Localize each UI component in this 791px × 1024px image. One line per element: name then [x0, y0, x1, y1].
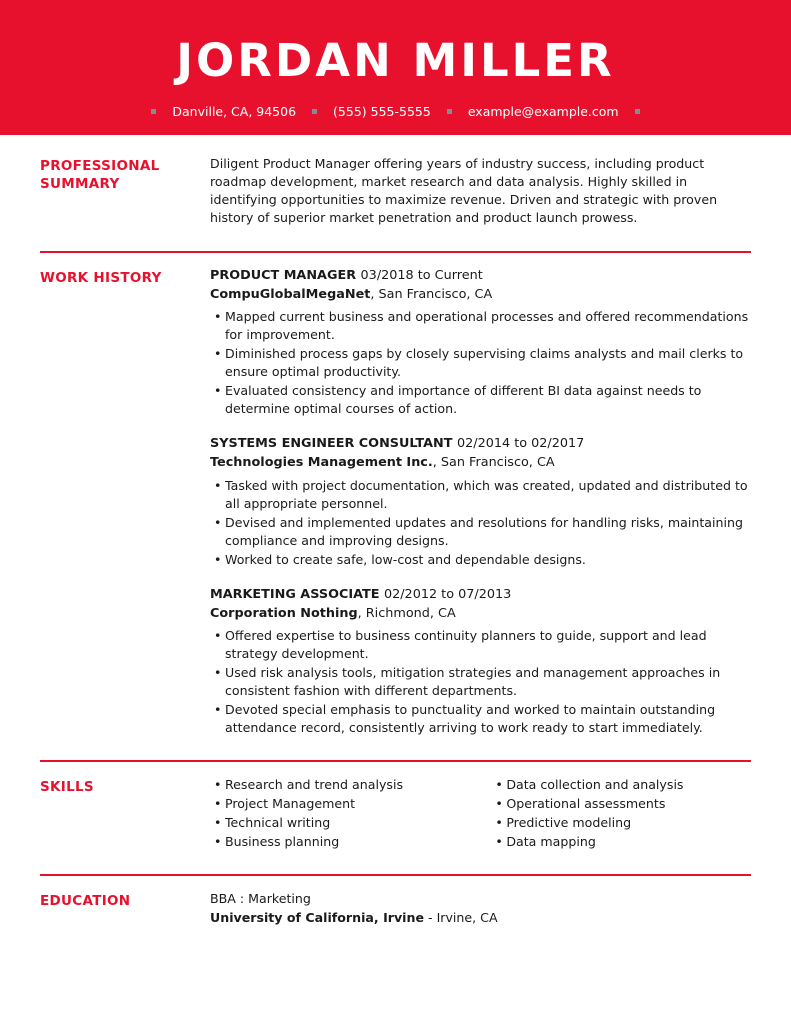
diamond-bullet-icon	[312, 109, 317, 114]
skills-column-right	[491, 776, 751, 852]
education-degree: BBA : Marketing	[210, 891, 311, 907]
job-dates: 02/2012 to 07/2013	[383, 586, 512, 602]
section-title-education: EDUCATION	[40, 893, 131, 910]
job-entry	[210, 267, 751, 419]
education-school: University of California, Irvine	[210, 910, 425, 926]
skill-item: • Business planning	[225, 833, 491, 851]
contact-location: Danville, CA, 94506	[172, 103, 297, 119]
job-dates: 02/2014 to 02/2017	[456, 436, 585, 452]
job-bullet: • Offered expertise to business continuity planners to guide, support and lead strategy development.	[225, 627, 751, 663]
education-school-row	[210, 909, 751, 927]
job-company: CompuGlobalMegaNet	[210, 286, 371, 302]
job-title-row	[210, 267, 751, 285]
section-skills	[40, 762, 751, 874]
job-bullet: • Used risk analysis tools, mitigation strategies and management approaches in consistent fashion with different departments.	[225, 664, 751, 700]
job-title-row	[210, 586, 751, 604]
job-bullet: • Worked to create safe, low-cost and dependable designs.	[225, 551, 751, 569]
job-bullet: • Mapped current business and operational processes and offered recommendations for improvement.	[225, 308, 751, 344]
contact-phone: (555) 555-5555	[333, 103, 431, 119]
job-bullets	[210, 477, 751, 569]
job-title: PRODUCT MANAGER	[210, 267, 357, 283]
job-bullet: • Evaluated consistency and importance of different BI data against needs to determine optimal courses of action.	[225, 382, 751, 418]
job-bullet: • Devoted special emphasis to punctuality and worked to maintain outstanding attendance record, consistently arriving to work ready to start immediately.	[225, 701, 751, 737]
skills-list	[491, 776, 751, 851]
job-bullets	[210, 627, 751, 737]
job-title-row	[210, 435, 751, 453]
education-location: - Irvine, CA	[424, 910, 498, 926]
job-company: Corporation Nothing	[210, 605, 358, 621]
skill-item: • Research and trend analysis	[225, 776, 491, 794]
skills-column-left	[210, 776, 491, 852]
job-company-row	[210, 454, 751, 472]
skill-item: • Data collection and analysis	[506, 776, 751, 794]
job-title: SYSTEMS ENGINEER CONSULTANT	[210, 436, 453, 452]
section-title-summary	[40, 155, 210, 193]
skill-item: • Data mapping	[506, 833, 751, 851]
skill-item: • Technical writing	[225, 814, 491, 832]
section-work-history	[40, 253, 751, 761]
skills-list	[210, 776, 491, 851]
summary-text: Diligent Product Manager offering years of industry success, including product roadmap development, market research and data analysis. Highly skilled in identifying opportunities to maximize revenue. Driven and strategic with proven history of superior market penetration and product launch prowess.	[210, 155, 718, 225]
resume-body	[0, 135, 791, 928]
resume-header	[0, 0, 791, 135]
candidate-name: JORDAN MILLER	[176, 34, 615, 87]
section-education	[40, 876, 751, 927]
diamond-bullet-icon	[635, 109, 640, 114]
job-location: , San Francisco, CA	[370, 286, 493, 302]
job-bullet: • Diminished process gaps by closely supervising claims analysts and mail clerks to ensure optimal productivity.	[225, 345, 751, 381]
skills-columns	[210, 776, 751, 852]
skill-item: • Project Management	[225, 795, 491, 813]
education-body	[210, 890, 751, 927]
job-dates: 03/2018 to Current	[360, 267, 483, 283]
job-location: , San Francisco, CA	[432, 455, 555, 471]
work-history-body	[210, 267, 751, 739]
contact-row	[0, 104, 791, 119]
contact-email: example@example.com	[467, 103, 619, 119]
skill-item: • Predictive modeling	[506, 814, 751, 832]
section-title-work-history: WORK HISTORY	[40, 269, 162, 286]
section-title-skills: SKILLS	[40, 779, 94, 796]
job-bullet: • Tasked with project documentation, which was created, updated and distributed to all appropriate personnel.	[225, 477, 751, 513]
job-entry	[210, 435, 751, 569]
section-professional-summary	[40, 135, 751, 251]
diamond-bullet-icon	[151, 109, 156, 114]
summary-label-line1: PROFESSIONAL	[40, 157, 160, 174]
skills-body	[210, 776, 751, 852]
diamond-bullet-icon	[447, 109, 452, 114]
job-company-row	[210, 605, 751, 623]
job-company: Technologies Management Inc.	[210, 455, 433, 471]
job-bullets	[210, 308, 751, 418]
job-title: MARKETING ASSOCIATE	[210, 586, 380, 602]
job-location: , Richmond, CA	[357, 605, 456, 621]
summary-label-line2: SUMMARY	[40, 175, 120, 192]
job-company-row	[210, 286, 751, 304]
skill-item: • Operational assessments	[506, 795, 751, 813]
summary-body	[210, 155, 751, 227]
job-bullet: • Devised and implemented updates and resolutions for handling risks, maintaining compliance and improving designs.	[225, 514, 751, 550]
job-entry	[210, 586, 751, 738]
